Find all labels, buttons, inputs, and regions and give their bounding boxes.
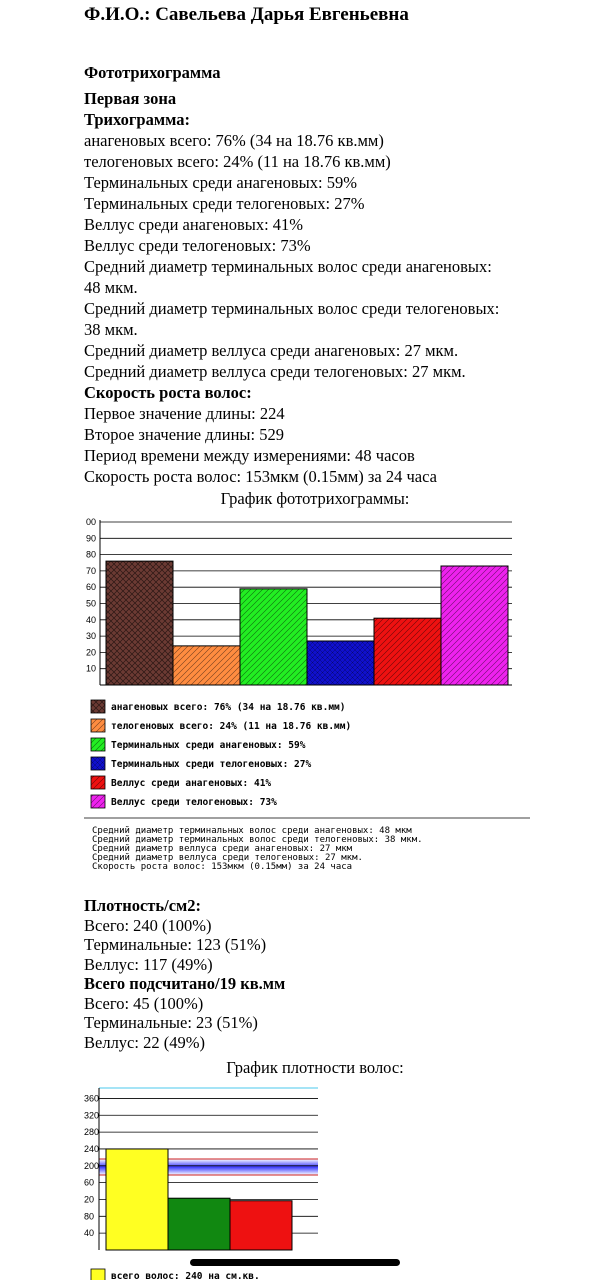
legend-label: Терминальных среди телогеновых: 27%	[111, 759, 312, 770]
y-tick-label: 240	[84, 1143, 100, 1154]
bar-hatch	[173, 646, 240, 685]
counted-line: Терминальные: 23 (51%)	[84, 1013, 258, 1032]
legend-label: Терминальных среди анагеновых: 59%	[111, 740, 306, 751]
growth-title: Скорость роста волос:	[84, 383, 252, 402]
trichogram-line: анагеновых всего: 76% (34 на 18.76 кв.мм)	[84, 131, 384, 150]
trichogram-line: 48 мкм.	[84, 278, 138, 297]
legend-swatch	[91, 1269, 105, 1280]
y-tick-label: 60	[84, 1177, 95, 1188]
trichogram-line: телогеновых всего: 24% (11 на 18.76 кв.мм)	[84, 152, 391, 171]
counted-title: Всего подсчитано/19 кв.мм	[84, 974, 286, 993]
y-tick-label: 30	[86, 631, 97, 642]
legend-swatch-hatch	[91, 719, 105, 732]
counted-line: Веллус: 22 (49%)	[84, 1032, 205, 1052]
legend-label: Веллус среди анагеновых: 41%	[111, 778, 272, 789]
trichogram-line: Веллус среди анагеновых: 41%	[84, 215, 304, 234]
zone-title: Первая зона	[84, 89, 177, 108]
y-tick-label: 40	[84, 1228, 95, 1239]
trichogram-line: Средний диаметр терминальных волос среди анагеновых:	[84, 257, 492, 276]
chart1-caption: График фототрихограммы:	[220, 489, 410, 508]
legend-swatch-hatch	[91, 700, 105, 713]
density-line: Терминальные: 123 (51%)	[84, 935, 267, 954]
legend-swatch-hatch	[91, 738, 105, 751]
chart-note: Средний диаметр веллуса среди анагеновых: 27 мкм	[92, 844, 353, 854]
counted-line: Всего: 45 (100%)	[84, 993, 204, 1013]
y-tick-label: 90	[86, 533, 97, 544]
section-title: Фототрихограмма	[84, 63, 221, 82]
y-tick-label: 80	[86, 549, 97, 560]
chart-note: Средний диаметр терминальных волос среди анагеновых: 48 мкм	[92, 826, 412, 836]
trichogram-line: Веллус среди телогеновых: 73%	[84, 236, 311, 255]
trichogram-line: Средний диаметр веллуса среди телогеновых: 27 мкм.	[84, 362, 466, 381]
legend-swatch-hatch	[91, 795, 105, 808]
trichogram-line: Средний диаметр веллуса среди анагеновых: 27 мкм.	[84, 341, 459, 360]
chart-note: Скорость роста волос: 153мкм (0.15мм) за 24 часа	[92, 862, 353, 872]
y-tick-label: 320	[84, 1110, 100, 1121]
y-tick-label: 10	[86, 663, 97, 674]
y-tick-label: 280	[84, 1127, 100, 1138]
y-tick-label: 80	[84, 1211, 95, 1222]
y-tick-label: 360	[84, 1093, 100, 1104]
legend-swatch-hatch	[91, 776, 105, 789]
y-tick-label: 40	[86, 614, 97, 625]
density-line: Всего: 240 (100%)	[84, 915, 212, 935]
bar-hatch	[307, 641, 374, 685]
bar-hatch	[441, 566, 508, 685]
bar	[230, 1201, 292, 1250]
bar-hatch	[106, 561, 173, 685]
trichogram-title: Трихограмма:	[84, 110, 190, 129]
y-tick-label: 200	[84, 1160, 100, 1171]
legend-label: всего волос: 240 на см.кв.	[111, 1271, 260, 1280]
y-tick-label: 50	[86, 598, 97, 609]
trichogram-chart	[84, 517, 530, 872]
y-tick-label: 20	[84, 1194, 95, 1205]
chart2-caption: График плотности волос:	[226, 1058, 404, 1077]
bar-hatch	[374, 618, 441, 685]
growth-line: Первое значение длины: 224	[84, 404, 285, 423]
density-line: Веллус: 117 (49%)	[84, 954, 213, 974]
trichogram-line: 38 мкм.	[84, 320, 138, 339]
trichogram-line: Терминальных среди анагеновых: 59%	[84, 173, 357, 192]
growth-line: Скорость роста волос: 153мкм (0.15мм) за 24 часа	[84, 467, 437, 486]
legend-label: телогеновых всего: 24% (11 на 18.76 кв.мм)	[111, 721, 352, 732]
bar-hatch	[240, 589, 307, 685]
legend-swatch-hatch	[91, 757, 105, 770]
density-chart	[84, 1088, 318, 1280]
chart-note: Средний диаметр терминальных волос среди телогеновых: 38 мкм.	[92, 835, 423, 845]
growth-line: Период времени между измерениями: 48 часов	[84, 446, 415, 465]
y-tick-label: 60	[86, 582, 97, 593]
density-title: Плотность/см2:	[84, 896, 202, 915]
trichogram-line: Терминальных среди телогеновых: 27%	[84, 194, 365, 213]
bar	[106, 1149, 168, 1250]
y-tick-label: 70	[86, 565, 97, 576]
chart-note: Средний диаметр веллуса среди телогеновых: 27 мкм.	[92, 853, 363, 863]
trichogram-line: Средний диаметр терминальных волос среди телогеновых:	[84, 299, 500, 318]
patient-name: Ф.И.О.: Савельева Дарья Евгеньевна	[84, 4, 409, 25]
legend-label: Веллус среди телогеновых: 73%	[111, 797, 277, 808]
home-indicator[interactable]	[190, 1259, 400, 1266]
y-tick-label: 00	[86, 517, 97, 527]
y-tick-label: 20	[86, 647, 97, 658]
legend-label: анагеновых всего: 76% (34 на 18.76 кв.мм)	[111, 702, 346, 713]
bar	[168, 1198, 230, 1250]
growth-line: Второе значение длины: 529	[84, 425, 284, 444]
